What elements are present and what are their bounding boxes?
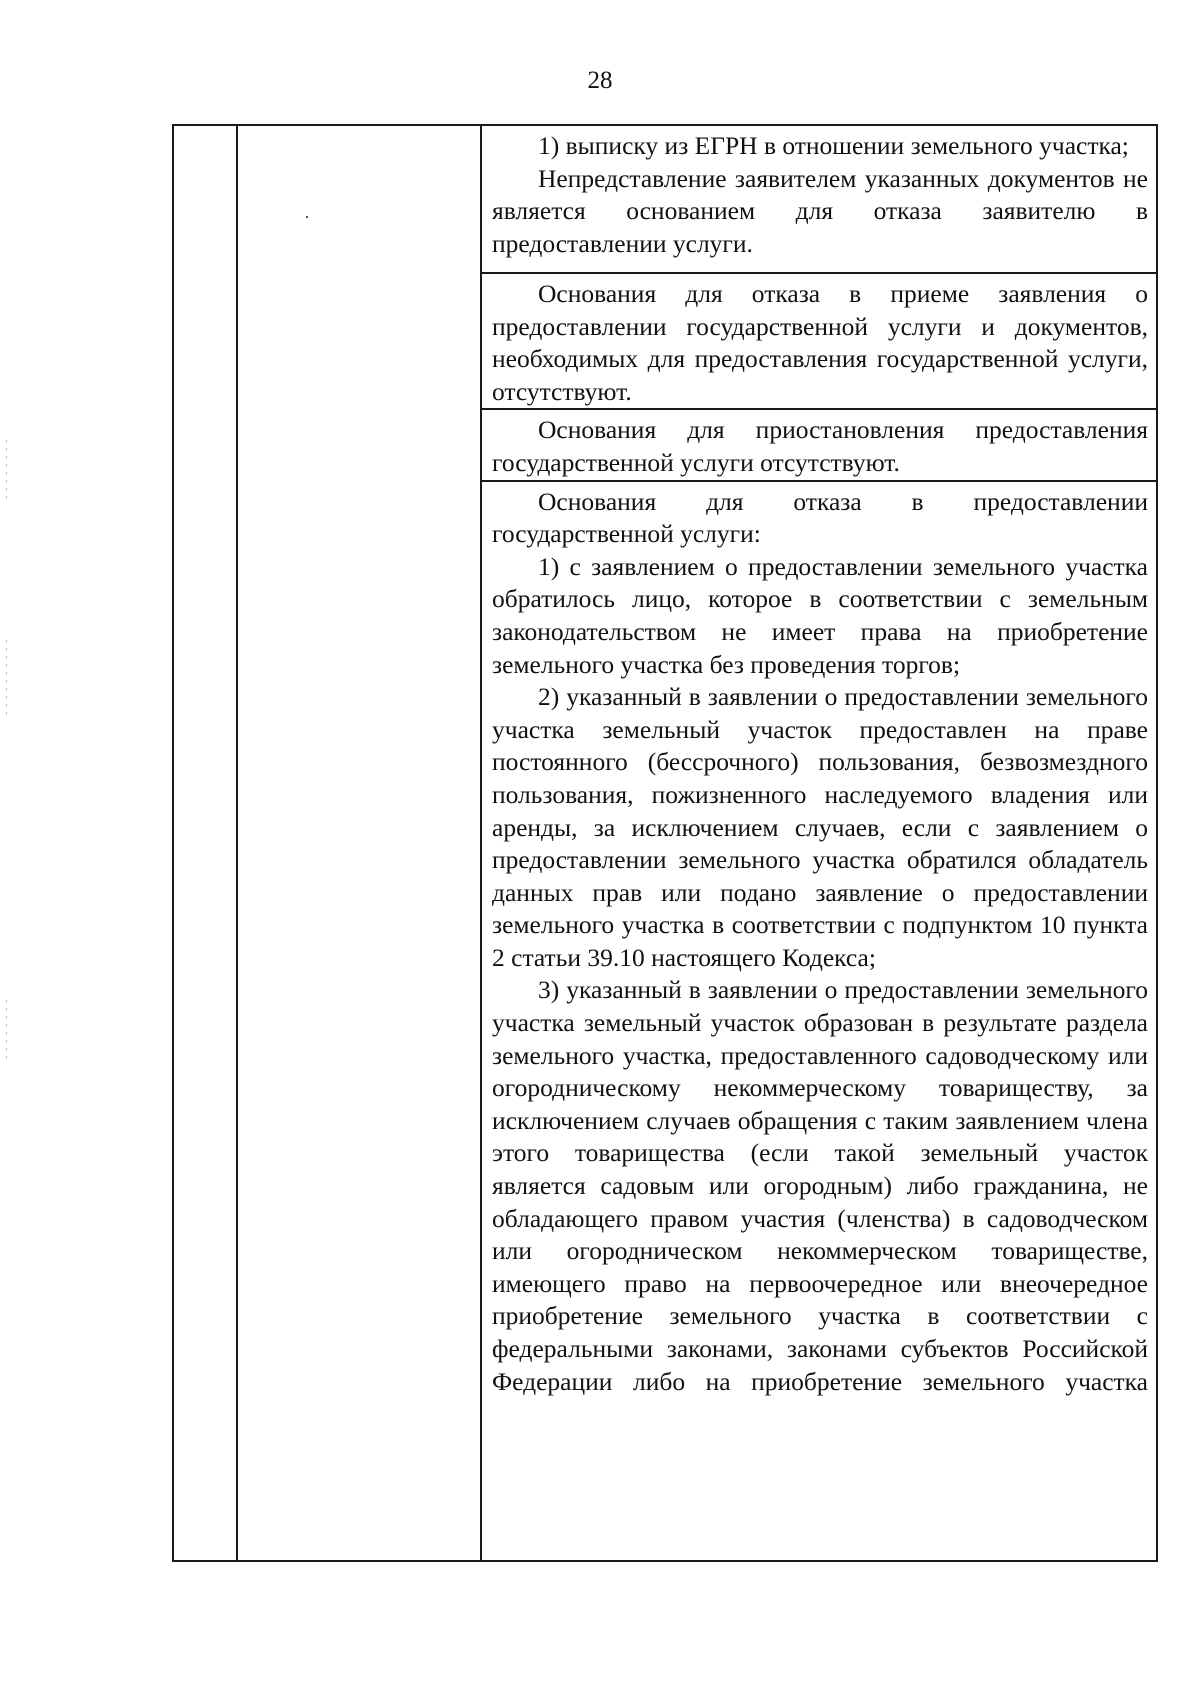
scan-edge-mark [6,640,7,720]
table-cell-title [237,125,481,1561]
paragraph: Основания для отказа в приеме заявления о предоставлении государственной услуги и документов, необходимых для предоставления государственной услуги, отсутствуют. [492,279,1148,406]
paragraph: 3) указанный в заявлении о предоставлении земельного участка земельный участок образован в результате раздела земельного участка, предоставленного садоводческому или огородническому некоммерческому товариществу, за исключением случаев обращения с таким заявлением члена этого товарищества (если такой земельный участок является садовым или огородным) либо гражданина, не обладающего правом участия (членства) в садоводческом или огородническом некоммерческом товариществе, имеющего право на первоочередное или внеочередное приобретение земельного участка в соответствии с федеральными законами, законами субъектов Российской Федерации либо на приобретение земельного участка [492,975,1148,1396]
scan-edge-mark [6,1000,7,1060]
table-cell-content [481,125,1157,273]
table-row [173,125,1157,273]
document-table [172,124,1158,1562]
paragraph: 1) выписку из ЕГРН в отношении земельного участка; [538,131,1129,160]
paragraph: 2) указанный в заявлении о предоставлении земельного участка земельный участок предоставлен на праве постоянного (бессрочного) пользования, безвозмездного пользования, пожизненного наследуемого владения или аренды, за исключением случаев, если с заявлением о предоставлении земельного участка обратился обладатель данных прав или подано заявление о предоставлении земельного участка в соответствии с подпунктом 10 пункта 2 статьи 39.10 настоящего Кодекса; [492,682,1148,972]
table-cell-content [481,481,1157,1561]
page-number: 28 [587,67,613,94]
table-cell-content [481,409,1157,480]
paragraph: Основания для приостановления предоставления государственной услуги отсутствуют. [492,415,1148,477]
table-cell-number [173,125,237,1561]
paragraph: Основания для отказа в предоставлении государственной услуги: [492,486,1148,549]
paragraph: Непредставление заявителем указанных документов не является основанием для отказа заявителю в предоставлении услуги. [492,163,1148,258]
scan-edge-mark [6,440,7,500]
table-cell-content [481,273,1157,409]
paragraph: 1) с заявлением о предоставлении земельного участка обратилось лицо, которое в соответствии с земельным законодательством не имеет права на приобретение земельного участка без проведения торгов; [492,551,1148,679]
